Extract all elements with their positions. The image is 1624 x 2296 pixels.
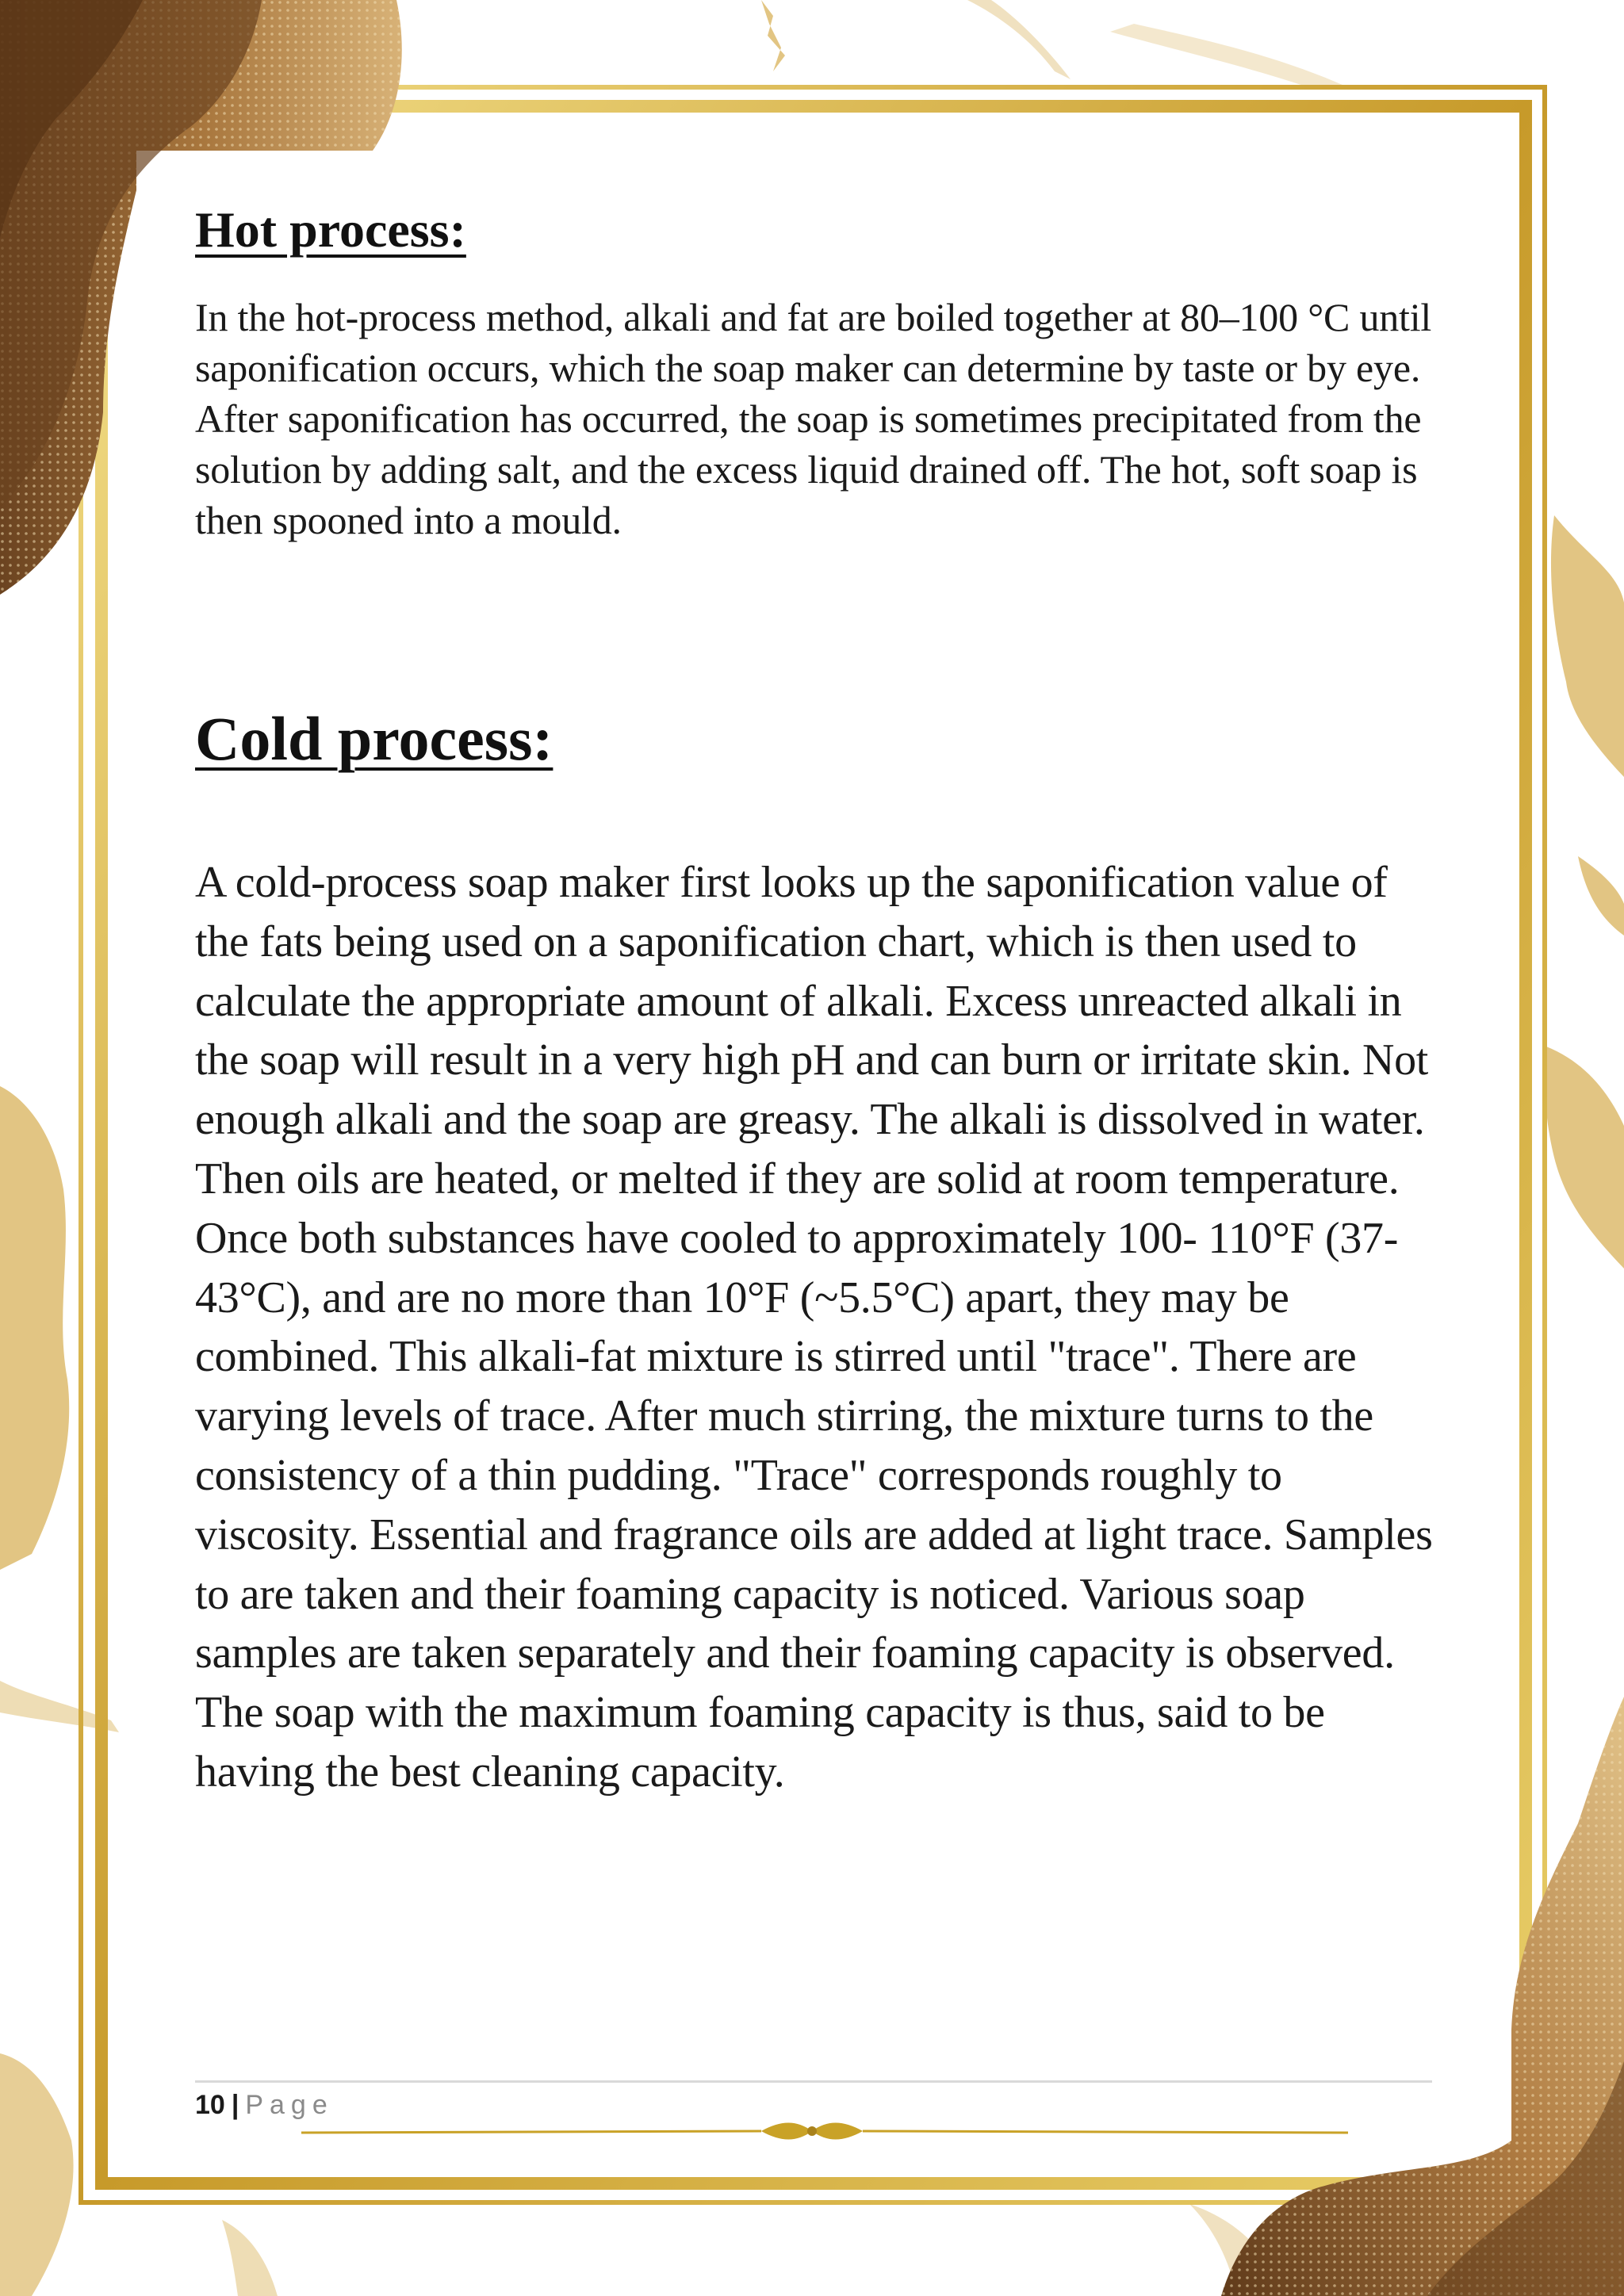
page-footer	[195, 2087, 334, 2123]
page-label: Page	[245, 2090, 334, 2120]
page-number: 10	[195, 2090, 225, 2120]
footer-divider	[195, 2080, 1432, 2083]
footer-separator: |	[231, 2090, 239, 2120]
hot-process-paragraph: In the hot-process method, alkali and fat are boiled together at 80–100 °C until saponification occurs, which the soap maker can determine by taste or by eye. After saponification has occurred, the soap is sometimes precipitated from the solution by adding salt, and the excess liquid drained off. The hot, soft soap is then spooned into a mould.	[195, 295, 1432, 542]
cold-process-paragraph: A cold-process soap maker first looks up the saponification value of the fats being used on a saponification chart, which is then used to calculate the appropriate amount of alkali. Excess unreacted alkali in the soap will result in a very high pH and can burn or irritate skin. Not enough alkali and the soap are greasy. The alkali is dissolved in water. Then oils are heated, or melted if they are solid at room temperature. Once both substances have cooled to approximately 100- 110°F (37-43°C), and are no more than 10°F (~5.5°C) apart, they may be combined. This alkali-fat mixture is stirred until "trace". There are varying levels of trace. After much stirring, the mixture turns to the consistency of a thin pudding. "Trace" corresponds roughly to viscosity. Essential and fragrance oils are added at light trace. Samples to are taken and their foaming capacity is noticed. Various soap samples are taken separately and their foaming capacity is observed. The soap with the maximum foaming capacity is thus, said to be having the best cleaning capacity.	[195, 858, 1433, 1797]
cold-process-heading: Cold process:	[195, 704, 553, 773]
hot-process-heading: Hot process:	[195, 201, 466, 258]
